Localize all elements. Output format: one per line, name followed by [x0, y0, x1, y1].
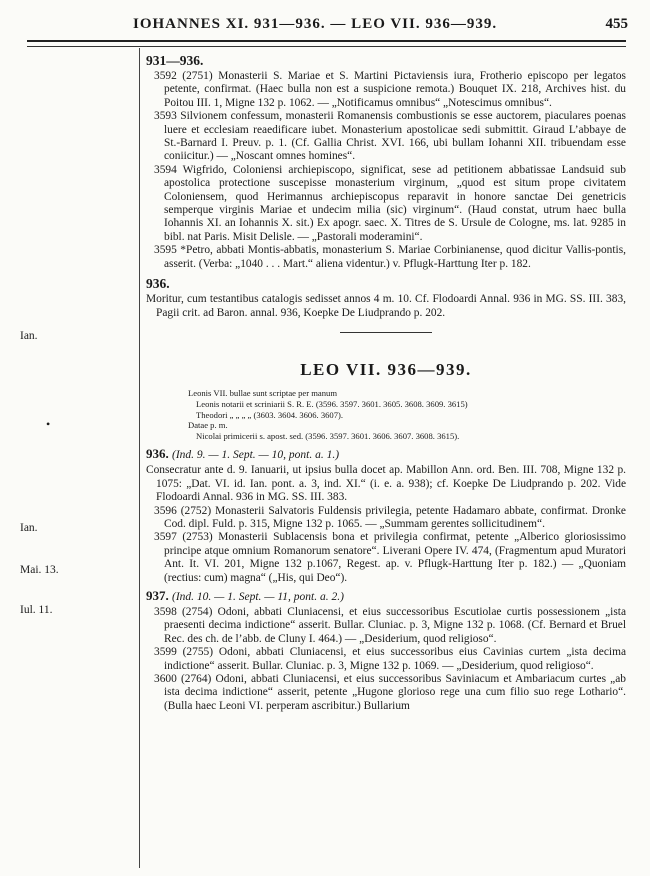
- margin-note: Iul. 11.: [20, 604, 53, 616]
- regest-entry: 3597 (2753) Monasterii Sublacensis bona et privilegia confirmat, petente „Alberico gloriosissimo principe atque omnium Romanorum senatore“. Liverani Opere IV. 474, (Fragmentum apud Muratori Ant. It. VI. 201, Migne 132 p.1067, Regest. ap. v. Pflugk-Harttung Iter p. 182.) — „Quoniam (rectius: cum) magna“ („His, qui Deo“).: [154, 531, 626, 584]
- pope-heading: LEO VII. 936—939.: [300, 359, 472, 379]
- running-title: IOHANNES XI. 931—936. — LEO VII. 936—939.: [133, 16, 498, 32]
- header-rule: [27, 40, 626, 42]
- margin-note: Mai. 13.: [20, 564, 59, 576]
- scribe-line: Leonis notarii et scriniarii S. R. E. (3596. 3597. 3601. 3605. 3608. 3609. 3615): [196, 398, 468, 409]
- regest-entry: Consecratur ante d. 9. Ianuarii, ut ipsius bulla docet ap. Mabillon Ann. ord. Ben. III. 708, Migne 132 p. 1075: „Dat. VI. id. Ian. pont. a. 3, ind. XI.“ (i. e. a. 938); cf. Koepke De Liudprando p. 202. Vide Flodoardi Annal. 936 in MG. SS. III. 383.: [146, 464, 626, 504]
- year-heading: [146, 446, 626, 463]
- year-heading: 936.: [146, 276, 170, 292]
- page-number: 455: [605, 16, 628, 32]
- regest-entry: 3599 (2755) Odoni, abbati Cluniacensi, et eius successoribus eius Cavinias curtem „ista decima indictione“ asserit. Bullar. Cluniac. p. 3, Migne 132 p. 1069. — „Desiderium, quod religioso“.: [154, 646, 626, 672]
- section-divider: [340, 332, 432, 333]
- year-heading: 931—936.: [146, 53, 204, 68]
- margin-note: Ian.: [20, 330, 38, 342]
- regest-entry: 3595 *Petro, abbati Montis-abbatis, monasterium S. Mariae Corbinianense, quod dicitur Vallis-pontis, asserit. (Verba: „1040 . . . Mart.“ aliena videntur.) v. Pflugk-Harttung Iter p. 182.: [154, 244, 626, 270]
- margin-rule: [139, 48, 140, 868]
- header-rule-thin: [27, 46, 626, 47]
- regest-entry: 3592 (2751) Monasterii S. Mariae et S. Martini Pictaviensis iura, Frotherio episcopo per legatos petente, confirmat. (Haec bulla non est a suspicione remota.) Bouquet IX. 218, Archives hist. du Poitou III. 1, Migne 132 p. 1062. — „Notificamus omnibus“ „Notescimus omnibus“.: [154, 70, 626, 109]
- margin-mark: •: [46, 417, 51, 431]
- year-label: 936.: [146, 446, 169, 462]
- year-label: 937.: [146, 587, 169, 603]
- margin-note: Ian.: [20, 522, 38, 534]
- indiction-note: (Ind. 9. — 1. Sept. — 10, pont. a. 1.): [172, 449, 340, 462]
- regest-entry: 3598 (2754) Odoni, abbati Cluniacensi, et eius successoribus Escutiolae curtis possessionem „ista praesenti decima indictione“ asserit. Bullar. Cluniac. p. 3, Migne 132 p. 1068. (Cf. Bernard et Bruel Rec. des ch. de l’abb. de Cluny I. 464.) — „Desiderium, quod religioso“.: [154, 605, 626, 645]
- scribes-intro: Leonis VII. bullae sunt scriptae per manum: [188, 388, 337, 399]
- indiction-note: (Ind. 10. — 1. Sept. — 11, pont. a. 2.): [172, 590, 344, 603]
- regest-entry: 3600 (2764) Odoni, abbati Cluniacensi, et eius successoribus Saviniacum et Ambariacum curtes „ab ista decima indictione“ asserit, petente „Hugone glorioso rege una cum filio suo rege Lothario“. (Bulla haec Leoni VI. perperam ascribitur.) Bullarium: [154, 672, 626, 712]
- regest-entry: 3594 Wigfrido, Coloniensi archiepiscopo, significat, sese ad petitionem abbatissae Landsuid sub apostolica protectione suscepisse monasterium virginum, „quod est situm prope civitatem Coloniensem, quod Herimannus archiepiscopus reparavit in honore sanctae Dei genetricis semperque virginis Mariae et undecim milia (sic) virginum“. (Haud constat, utrum haec bulla Iohannis XI. an Iohannis X. sit.) Ex apogr. saec. X. Titres de S. Ursule de Cologne, ms. lat. 9285 in bibl. nat Paris. Misit Delisle. — „Pastorali moderamini“.: [154, 163, 626, 243]
- scribe-line: Datae p. m.: [188, 420, 228, 431]
- scribe-line: Theodori „ „ „ „ (3603. 3604. 3606. 3607).: [196, 409, 344, 420]
- regest-entry: 3593 Silvionem confessum, monasterii Romanensis combustionis se esse auctorem, piaculares poenas luere et ecclesiam reaedificare iubet. Monasterium apostolicae sedi submittit. Giraud L’abbaye de St.-Barnard I. Preuv. p. 1. (Cf. Gallia Christ. XVI. 166, ubi bullam Iohanni XII. tribuendam esse coniicitur.) — „Noscant omnes homines“.: [154, 110, 626, 163]
- page-body: [146, 50, 626, 713]
- regest-entry: Moritur, cum testantibus catalogis sedisset annos 4 m. 10. Cf. Flodoardi Annal. 936 in MG. SS. III. 383, Pagii crit. ad Baron. annal. 936, Koepke De Liudprando p. 202.: [146, 293, 626, 319]
- year-heading: [146, 588, 626, 605]
- running-header: [125, 14, 628, 38]
- scribes-list: [146, 388, 626, 441]
- regest-entry: 3596 (2752) Monasterii Salvatoris Fuldensis privilegia, petente Hadamaro abbate, confirmat. Dronke Cod. dipl. Fuld. p. 315, Migne 132 p. 1065. — „Summam gerentes sollicitudinem“.: [154, 504, 626, 530]
- scribe-line: Nicolai primicerii s. apost. sed. (3596. 3597. 3601. 3606. 3607. 3608. 3615).: [196, 430, 460, 441]
